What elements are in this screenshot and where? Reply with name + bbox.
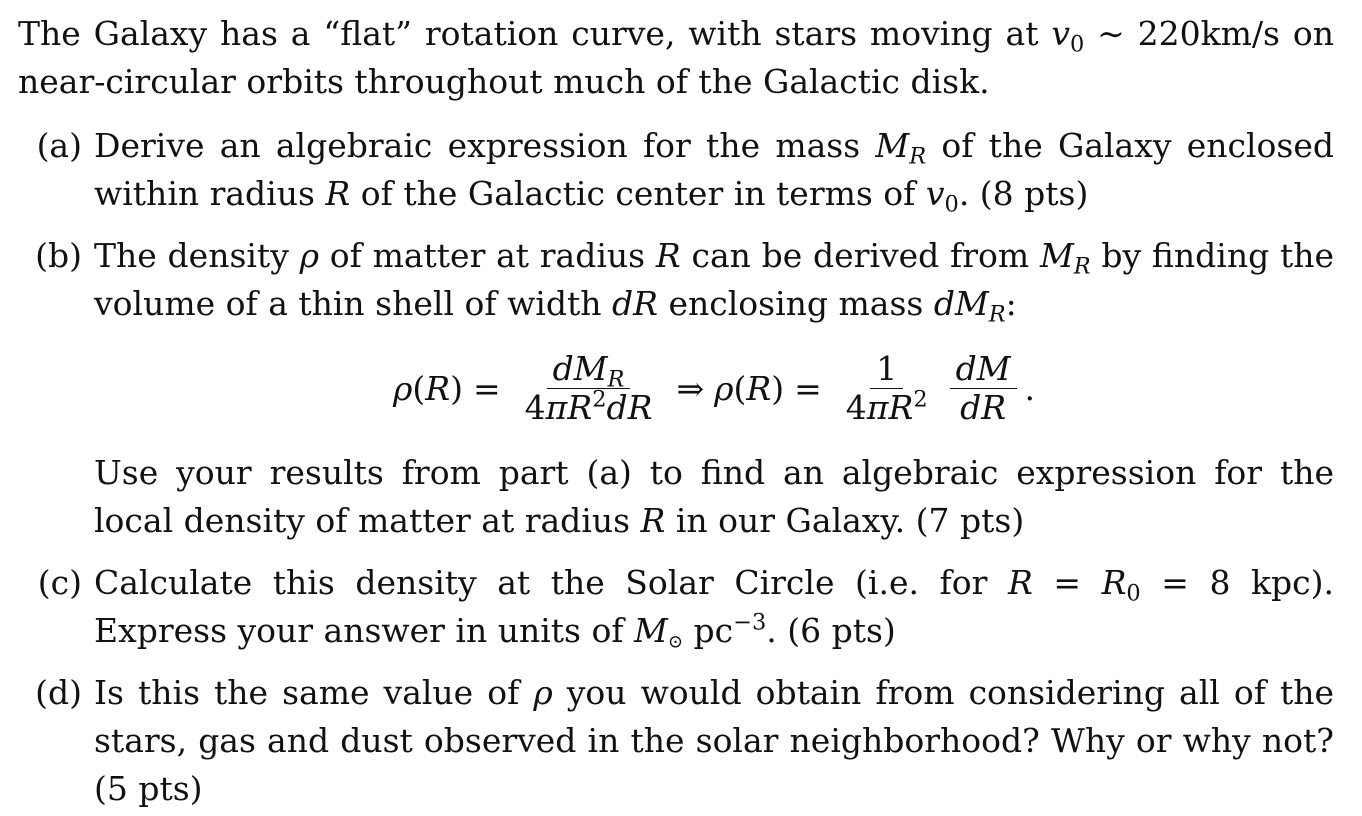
part-label: (c) [37, 562, 82, 602]
part-label: (b) [35, 236, 82, 275]
part-label: (a) [36, 126, 82, 165]
part-a [18, 122, 1334, 218]
fraction-one-over-area: $\frac{1}{4\pi R^2}$ [845, 349, 928, 427]
fraction-dmr-over-shell: $\frac{dM_R}{4\pi R^2dR}$ [524, 349, 653, 427]
part-b-text: The density ρ of matter at radius R can be derived from $M_R$ by finding the volume of a thin shell of width dR enclosing mass $dM_R$: ρ ( R ) = $\frac{dM_R}{4\pi R^2dR}$ ⇒ ρ ( R ) = $\frac{1}{4\pi R^2}$ $\frac{dM}{dR}$ . Use your results from part (a) to find an algebraic expression for the local density of matter at radius R in our Galaxy. (7 pts) [94, 236, 1335, 540]
fraction-dm-dr: $\frac{dM}{dR}$ [950, 350, 1017, 427]
density-equation: ρ ( R ) = $\frac{dM_R}{4\pi R^2dR}$ ⇒ ρ ( R ) = $\frac{1}{4\pi R^2}$ $\frac{dM}{dR}$ . [392, 349, 1036, 427]
question-parts [18, 122, 1334, 813]
part-c-text: Calculate this density at the Solar Circle (i.e. for $R = R_0 = 8$ kpc). Express your answer in units of M⊙ $pc^{-3}$. (6 pts) [94, 562, 1334, 653]
v0-symbol: v [1051, 14, 1070, 53]
part-a-text: Derive an algebraic expression for the mass $M_R$ of the Galaxy enclosed within radius R of the Galactic center in terms of $v_0$. (8 pts) [94, 126, 1334, 218]
part-c [18, 559, 1334, 655]
part-d [18, 669, 1334, 813]
part-d-text: Is this the same value of ρ you would obtain from considering all of the stars, gas and dust observed in the solar neighborhood? Why or why not? (5 pts) [94, 672, 1335, 808]
part-label: (d) [35, 672, 82, 712]
part-b [18, 232, 1334, 545]
problem-document [18, 10, 1334, 813]
intro-paragraph: The Galaxy has a “flat” rotation curve, with stars moving at $v_0$ ∼ 220km/s on near-circular orbits throughout much of the Galactic disk. [18, 14, 1334, 101]
